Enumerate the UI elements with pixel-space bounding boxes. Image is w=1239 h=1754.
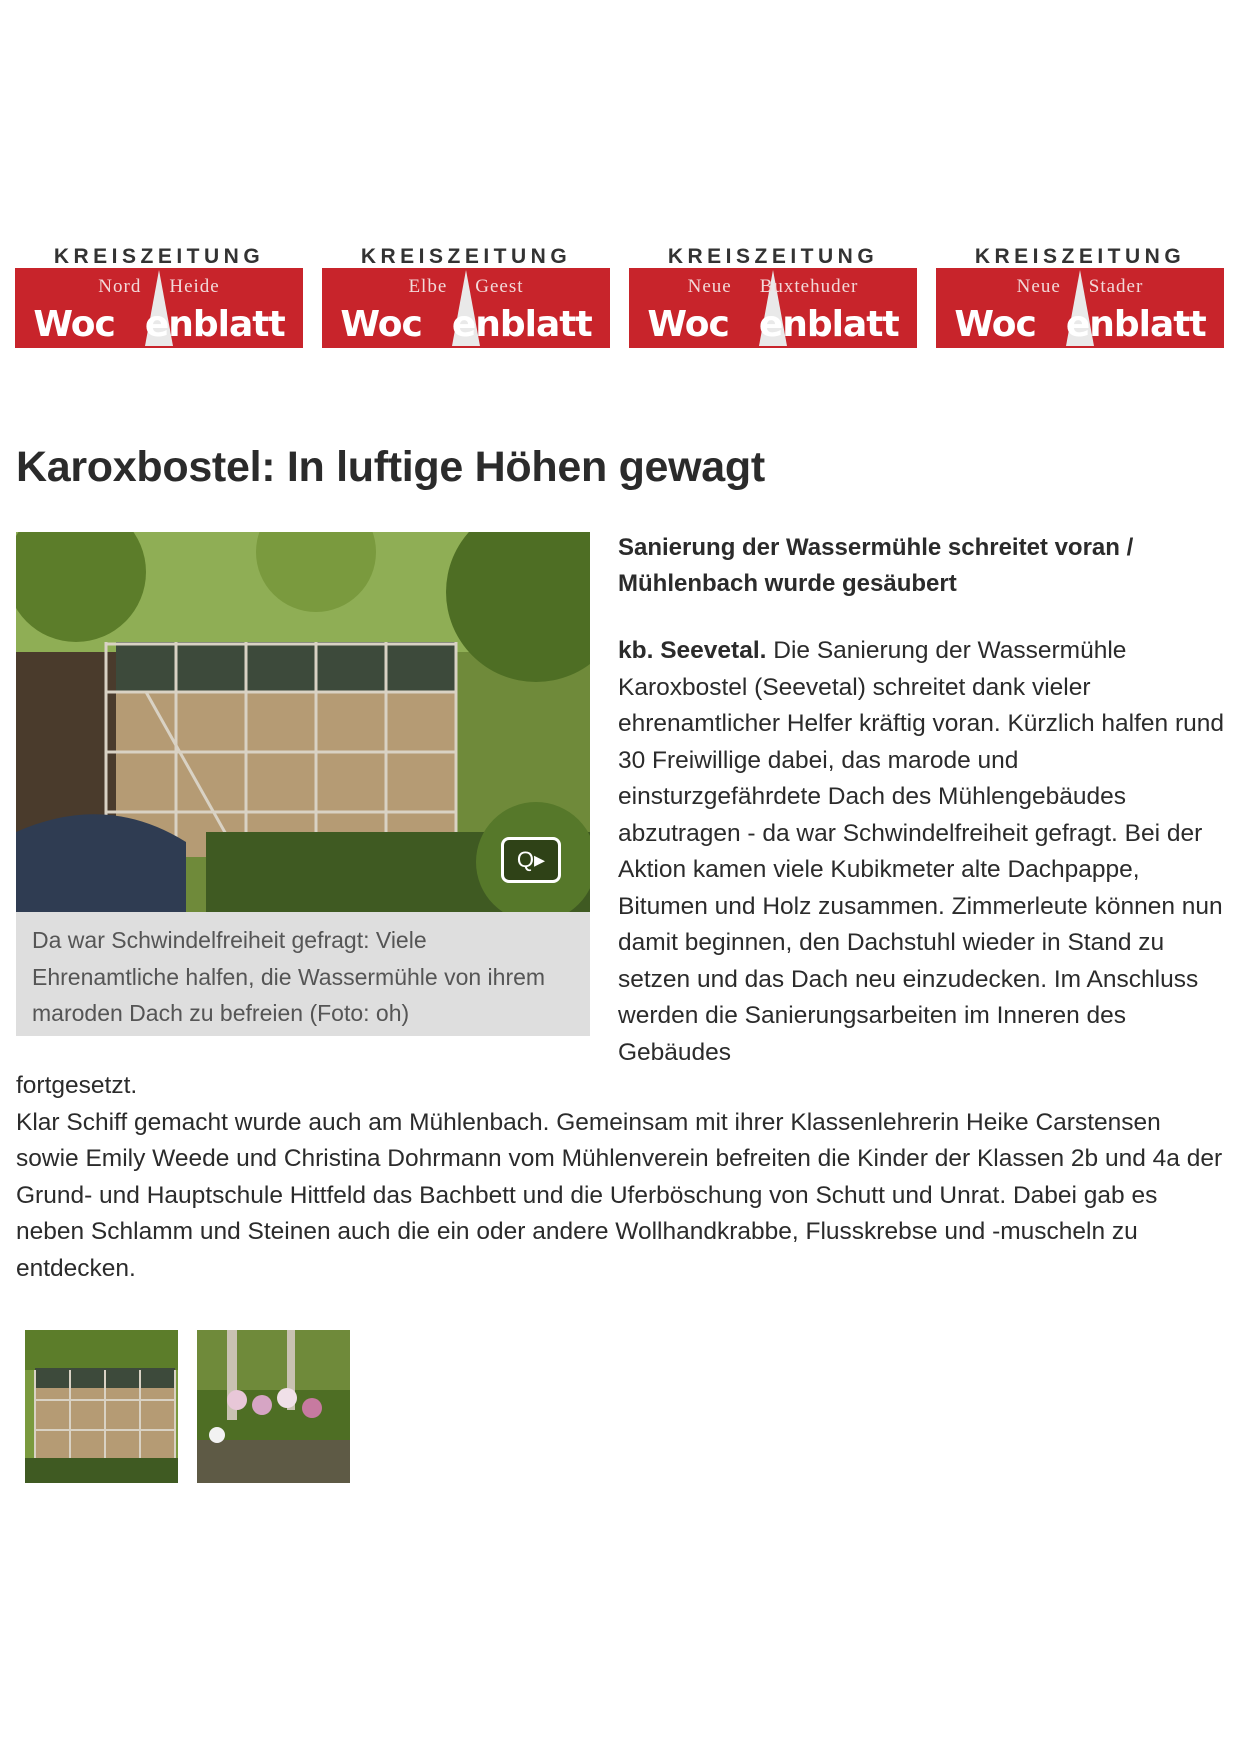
article-photo[interactable] — [16, 532, 590, 912]
article-figure — [16, 532, 590, 1036]
thumbnail-mill-image — [25, 1330, 178, 1483]
logo-buxtehuder-wochenblatt[interactable] — [629, 246, 917, 348]
publication-logos — [15, 246, 1224, 348]
logo-sub-right: Geest — [475, 276, 524, 297]
logo-sub-left: Nord — [98, 276, 142, 297]
article-paragraph-2: Klar Schiff gemacht wurde auch am Mühlenbach. Gemeinsam mit ihrer Klassenlehrerin Heike Carstensen sowie Emily Weede und Christina Dohrmann vom Mühlenverein befreiten die Kinder der Klassen 2b und 4a der Grund- und Hauptschule Hittfeld das Bachbett und die Uferböschung von Schutt und Unrat. Dabei gab es neben Schlamm und Steinen auch die ein oder andere Wollhandkrabbe, Flusskrebse und -muscheln zu entdecken. — [16, 1108, 1223, 1282]
logo-kreiszeitung-label: KREISZEITUNG — [53, 246, 265, 268]
article-headline: Karoxbostel: In luftige Höhen gewagt — [16, 443, 765, 491]
logo-sub-right: Stader — [1088, 276, 1144, 297]
logo-main-right: enblatt — [758, 304, 899, 345]
logo-main-left: Woc — [647, 304, 729, 345]
logo-sub-left: Elbe — [408, 276, 448, 297]
logo-kreiszeitung-label: KREISZEITUNG — [360, 246, 572, 268]
logo-kreiszeitung-label: KREISZEITUNG — [974, 246, 1186, 268]
zoom-icon[interactable]: Q▸ — [501, 837, 561, 883]
photo-caption: Da war Schwindelfreiheit gefragt: Viele Ehrenamtliche halfen, die Wassermühle von ihrem maroden Dach zu befreien (Foto: oh) — [16, 912, 590, 1036]
logo-main-left: Woc — [954, 304, 1036, 345]
article-lead-text: Die Sanierung der Wassermühle Karoxbostel (Seevetal) schreitet dank vieler ehrenamtlicher Helfer kräftig voran. Kürzlich halfen rund 30 Freiwillige dabei, das marode und einsturzgefährdete Dach des Mühlengebäudes abzutragen - da war Schwindelfreiheit gefragt. Bei der Aktion kamen viele Kubikmeter alte Dachpappe, Bitumen und Holz zusammen. Zimmerleute können nun damit beginnen, den Dachstuhl wieder in Stand zu setzen und das Dach neu einzudecken. Im Anschluss werden die Sanierungsarbeiten im Inneren des Gebäudes — [618, 637, 1224, 1066]
logo-nordheide-wochenblatt[interactable] — [15, 246, 303, 348]
logo-main-right: enblatt — [144, 304, 285, 345]
article-subheadline: Sanierung der Wassermühle schreitet voran / Mühlenbach wurde gesäubert — [618, 534, 1134, 597]
logo-main-left: Woc — [340, 304, 422, 345]
logo-red-banner — [15, 268, 303, 348]
logo-sub-right: Heide — [169, 276, 220, 297]
logo-main-right: enblatt — [1065, 304, 1206, 345]
logo-red-banner — [629, 268, 917, 348]
logo-main-right: enblatt — [451, 304, 592, 345]
logo-main-left: Woc — [33, 304, 115, 345]
thumbnail-children-creek[interactable] — [197, 1330, 350, 1483]
logo-red-banner — [322, 268, 610, 348]
article-dateline: kb. Seevetal. — [618, 637, 767, 664]
logo-stader-wochenblatt[interactable] — [936, 246, 1224, 348]
logo-red-banner — [936, 268, 1224, 348]
logo-sub-left: Neue — [1016, 276, 1061, 297]
logo-kreiszeitung-label: KREISZEITUNG — [667, 246, 879, 268]
article-lead-continued: fortgesetzt. — [16, 1072, 138, 1099]
logo-sub-right: Buxtehuder — [759, 276, 859, 297]
article-body — [16, 1068, 1226, 1287]
logo-sub-left: Neue — [687, 276, 732, 297]
article-lead — [618, 633, 1226, 1071]
thumbnail-mill[interactable] — [25, 1330, 178, 1483]
logo-elbegeest-wochenblatt[interactable] — [322, 246, 610, 348]
thumbnail-children-image — [197, 1330, 350, 1483]
